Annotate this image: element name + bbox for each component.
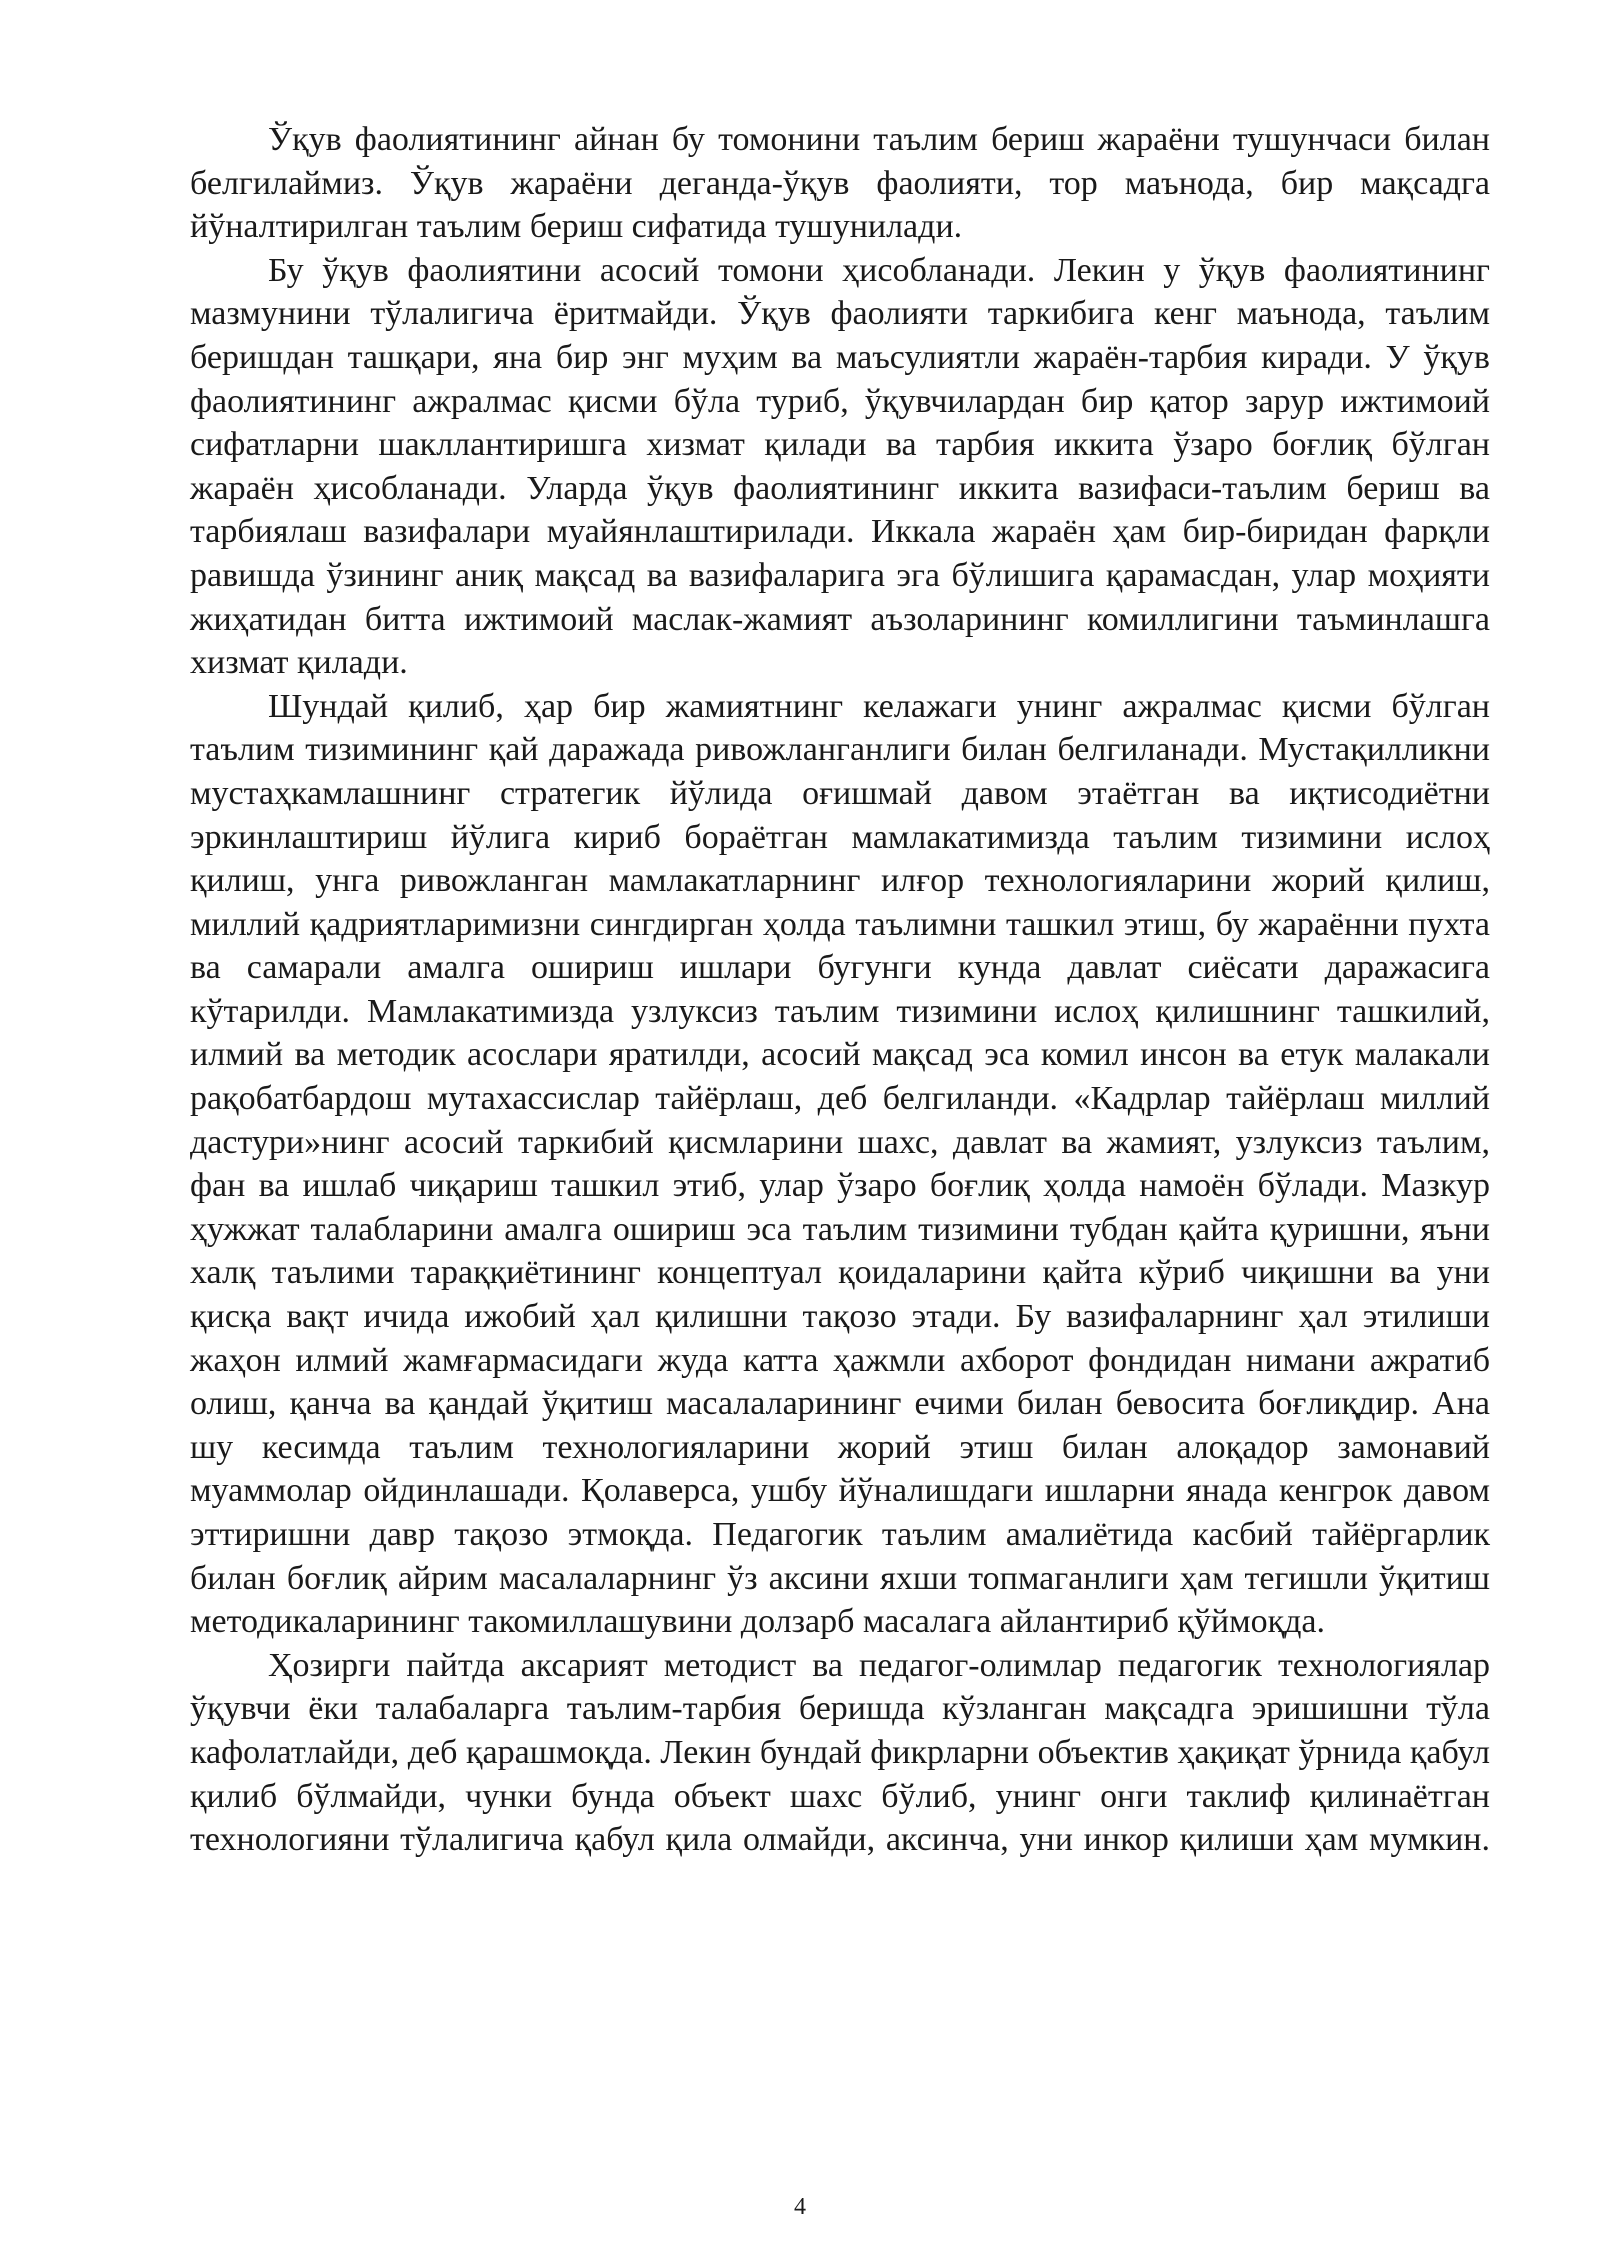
- paragraph-2: Бу ўқув фаолиятини асосий томони ҳисобланади. Лекин у ўқув фаолиятининг мазмунини тўлалигича ёритмайди. Ўқув фаолияти таркибига кенг маънода, таълим беришдан ташқари, яна бир энг муҳим ва маъсулиятли жараён-тарбия киради. У ўқув фаолиятининг ажралмас қисми бўла туриб, ўқувчилардан бир қатор зарур ижтимоий сифатларни шакллантиришга хизмат қилади ва тарбия иккита ўзаро боғлиқ бўлган жараён ҳисобланади. Уларда ўқув фаолиятининг иккита вазифаси-таълим бериш ва тарбиялаш вазифалари муайянлаштирилади. Иккала жараён ҳам бир-биридан фарқли равишда ўзининг аниқ мақсад ва вазифаларига эга бўлишига қарамасдан, улар моҳияти жиҳатидан битта ижтимоий маслак-жамият аъзоларининг комиллигини таъминлашга хизмат қилади.: [190, 251, 1490, 682]
- body-text: [190, 118, 1490, 1862]
- paragraph-4: Ҳозирги пайтда аксарият методист ва педагог-олимлар педагогик технологиялар ўқувчи ёки талабаларга таълим-тарбия беришда кўзланган мақсадга эришишни тўла кафолатлайди, деб қарашмоқда. Лекин бундай фикрларни объектив ҳақиқат ўрнида қабул қилиб бўлмайди, чунки бунда объект шахс бўлиб, унинг онги таклиф қилинаётган технологияни тўлалигича қабул қила олмайди, аксинча, уни инкор қилиши ҳам мумкин.: [190, 1646, 1490, 1859]
- page-number: 4: [794, 2194, 806, 2220]
- paragraph-1: Ўқув фаолиятининг айнан бу томонини таълим бериш жараёни тушунчаси билан белгилаймиз. Ўқув жараёни деганда-ўқув фаолияти, тор маънода, бир мақсадга йўналтирилган таълим бериш сифатида тушунилади.: [190, 121, 1490, 246]
- paragraph-3: Шундай қилиб, ҳар бир жамиятнинг келажаги унинг ажралмас қисми бўлган таълим тизимининг қай даражада ривожланганлиги билан белгиланади. Мустақилликни мустаҳкамлашнинг стратегик йўлида оғишмай давом этаётган ва иқтисодиётни эркинлаштириш йўлига кириб бораётган мамлакатимизда таълим тизимини ислоҳ қилиш, унга ривожланган мамлакатларнинг илғор технологияларини жорий қилиш, миллий қадриятларимизни сингдирган ҳолда таълимни ташкил этиш, бу жараённи пухта ва самарали амалга ошириш ишлари бугунги кунда давлат сиёсати даражасига кўтарилди. Мамлакатимизда узлуксиз таълим тизимини ислоҳ қилишнинг ташкилий, илмий ва методик асослари яратилди, асосий мақсад эса комил инсон ва етук малакали рақобатбардош мутахассислар тайёрлаш, деб белгиланди. «Кадрлар тайёрлаш миллий дастури»нинг асосий таркибий қисмларини шахс, давлат ва жамият, узлуксиз таълим, фан ва ишлаб чиқариш ташкил этиб, улар ўзаро боғлиқ ҳолда намоён бўлади. Мазкур ҳужжат талабларини амалга ошириш эса таълим тизимини тубдан қайта қуришни, яъни халқ таълими тараққиётининг концептуал қоидаларини қайта кўриб чиқишни ва уни қисқа вақт ичида ижобий ҳал қилишни тақозо этади. Бу вазифаларнинг ҳал этилиши жаҳон илмий жамғармасидаги жуда катта ҳажмли ахборот фондидан нимани ажратиб олиш, қанча ва қандай ўқитиш масалаларининг ечими билан бевосита боғлиқдир. Ана шу кесимда таълим технологияларини жорий этиш билан алоқадор замонавий муаммолар ойдинлашади. Қолаверса, ушбу йўналишдаги ишларни янада кенгрок давом эттиришни давр тақозо этмоқда. Педагогик таълим амалиётида касбий тайёргарлик билан боғлиқ айрим масалаларнинг ўз аксини яхши топмаганлиги ҳам тегишли ўқитиш методикаларининг такомиллашувини долзарб масалага айлантириб қўймоқда.: [190, 687, 1490, 1641]
